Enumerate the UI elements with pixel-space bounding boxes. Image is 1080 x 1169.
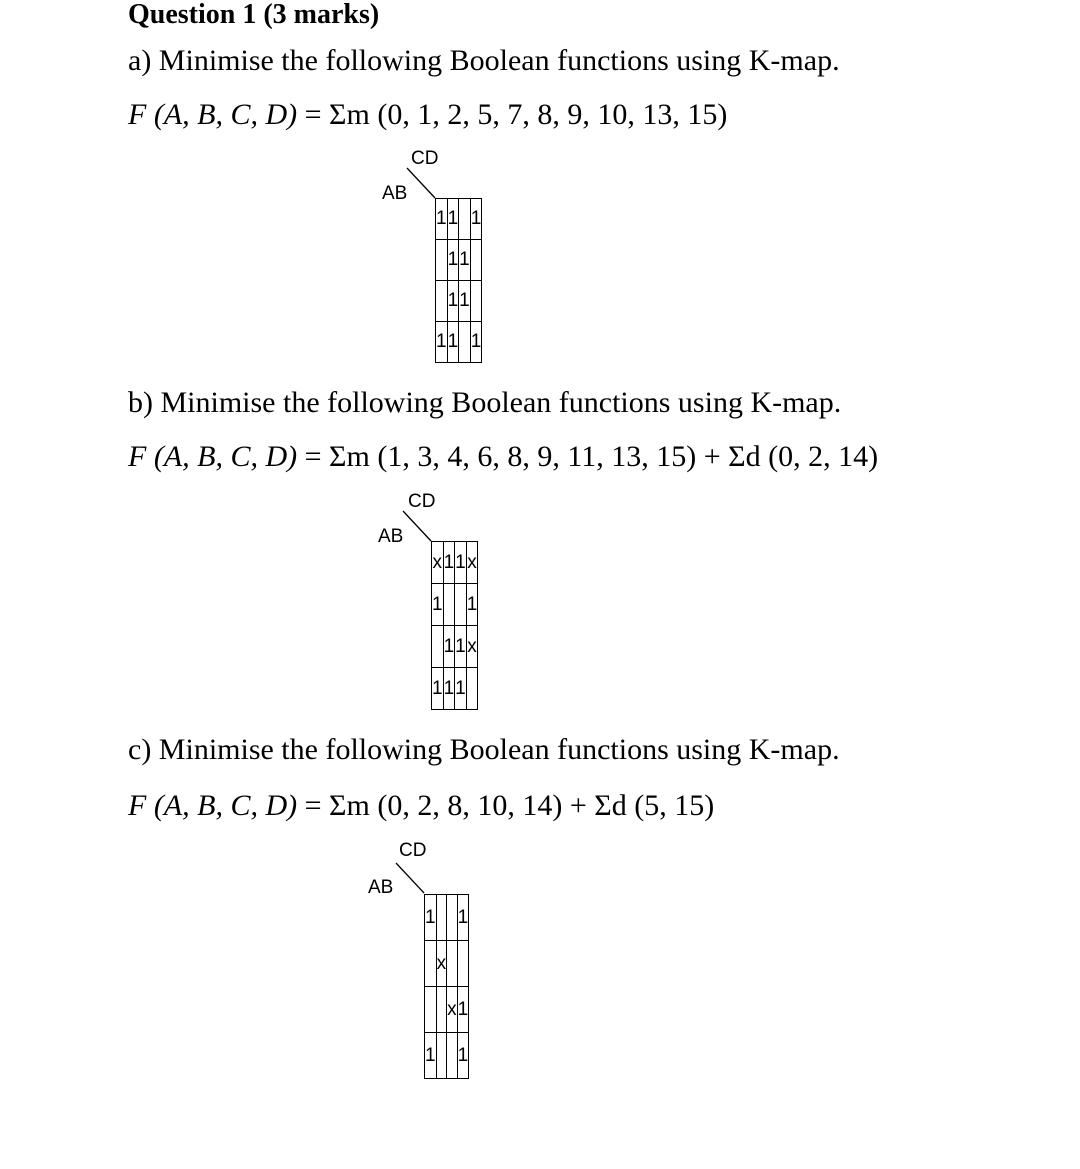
kmap-a-grid [435,198,482,363]
kmap-a-cell: 1 [447,240,459,281]
kmap-a-cell [470,240,482,281]
kmap-a-cell: 1 [436,322,448,363]
part-a-function-lhs: F (A, B, C, D) [128,98,298,131]
kmap-a-cell: 1 [470,199,482,240]
kmap-b-grid [431,541,478,710]
kmap-a-cell: 1 [459,240,471,281]
kmap-b-cell: x [466,626,478,668]
part-a-function-rhs: = Σm (0, 1, 2, 5, 7, 8, 9, 10, 13, 15) [297,98,728,131]
part-c-function-lhs: F (A, B, C, D) [128,789,298,822]
kmap-c-cell [447,895,458,941]
kmap-c-cell [447,941,458,987]
kmap-c-cell: 1 [457,1033,469,1079]
kmap-a-cell: 1 [447,199,459,240]
part-b-function [128,439,878,475]
kmap-c-cell [436,895,447,941]
kmap-c-row-label: AB [368,877,394,898]
kmap-b-cell: 1 [432,584,444,626]
kmap-c-row [425,987,469,1033]
kmap-a-cell [459,199,471,240]
kmap-a-cell: 1 [459,281,471,322]
kmap-c-cell [447,1033,458,1079]
part-b-prompt: b) Minimise the following Boolean functions using K-map. [128,386,842,419]
kmap-b-cell: 1 [443,542,455,584]
kmap-c-cell: 1 [457,895,469,941]
question-heading: Question 1 (3 marks) [128,0,380,30]
kmap-b-cell: 1 [443,626,455,668]
kmap-b-cell [443,584,455,626]
kmap-c-cell [457,941,469,987]
kmap-a-row [436,322,482,363]
kmap-c-row [425,941,469,987]
kmap-c-cell: 1 [425,895,437,941]
kmap-c-cell [425,987,437,1033]
part-a-prompt: a) Minimise the following Boolean functions using K-map. [128,44,840,77]
kmap-b-cell: 1 [455,626,467,668]
kmap-b-cell: 1 [432,668,444,710]
part-c-function-rhs: = Σm (0, 2, 8, 10, 14) + Σd (5, 15) [297,789,715,822]
kmap-c-cell: 1 [457,987,469,1033]
part-c-function [128,788,714,824]
kmap-c-cell [425,941,437,987]
kmap-a-row [436,281,482,322]
kmap-a-cell: 1 [447,281,459,322]
kmap-c-grid [424,894,469,1079]
kmap-b-row-label: AB [378,526,404,547]
kmap-b-row [432,668,478,710]
kmap-b-cell [455,584,467,626]
kmap-a-cell: 1 [470,322,482,363]
kmap-a-cell [470,281,482,322]
kmap-b-cell: 1 [455,668,467,710]
kmap-b-cell: x [466,542,478,584]
kmap-a-col-label: CD [411,148,439,169]
kmap-b-cell [466,668,478,710]
kmap-a-cell: 1 [447,322,459,363]
kmap-a-cell: 1 [436,199,448,240]
kmap-b-cell [432,626,444,668]
kmap-b-col-label: CD [408,491,436,512]
kmap-a-row-label: AB [382,183,408,204]
kmap-b-row [432,542,478,584]
part-b-function-lhs: F (A, B, C, D) [128,440,298,473]
kmap-c-cell [436,987,447,1033]
part-b-function-rhs: = Σm (1, 3, 4, 6, 8, 9, 11, 13, 15) + Σd (0, 2, 14) [297,440,879,473]
kmap-a-row [436,199,482,240]
kmap-b-cell: x [432,542,444,584]
kmap-a-cell [436,281,448,322]
kmap-b-row [432,626,478,668]
kmap-c-cell: x [447,987,458,1033]
kmap-b-cell: 1 [455,542,467,584]
kmap-c-cell: x [436,941,447,987]
kmap-b-row [432,584,478,626]
kmap-a-row [436,240,482,281]
kmap-b-cell: 1 [466,584,478,626]
kmap-c-col-label: CD [399,840,427,861]
kmap-c-row [425,895,469,941]
kmap-b-cell: 1 [443,668,455,710]
kmap-c-cell [436,1033,447,1079]
kmap-c-cell: 1 [425,1033,437,1079]
kmap-a-cell [436,240,448,281]
part-c-prompt: c) Minimise the following Boolean functions using K-map. [128,733,840,766]
kmap-c-row [425,1033,469,1079]
part-a-function [128,97,727,133]
kmap-a-cell [459,322,471,363]
